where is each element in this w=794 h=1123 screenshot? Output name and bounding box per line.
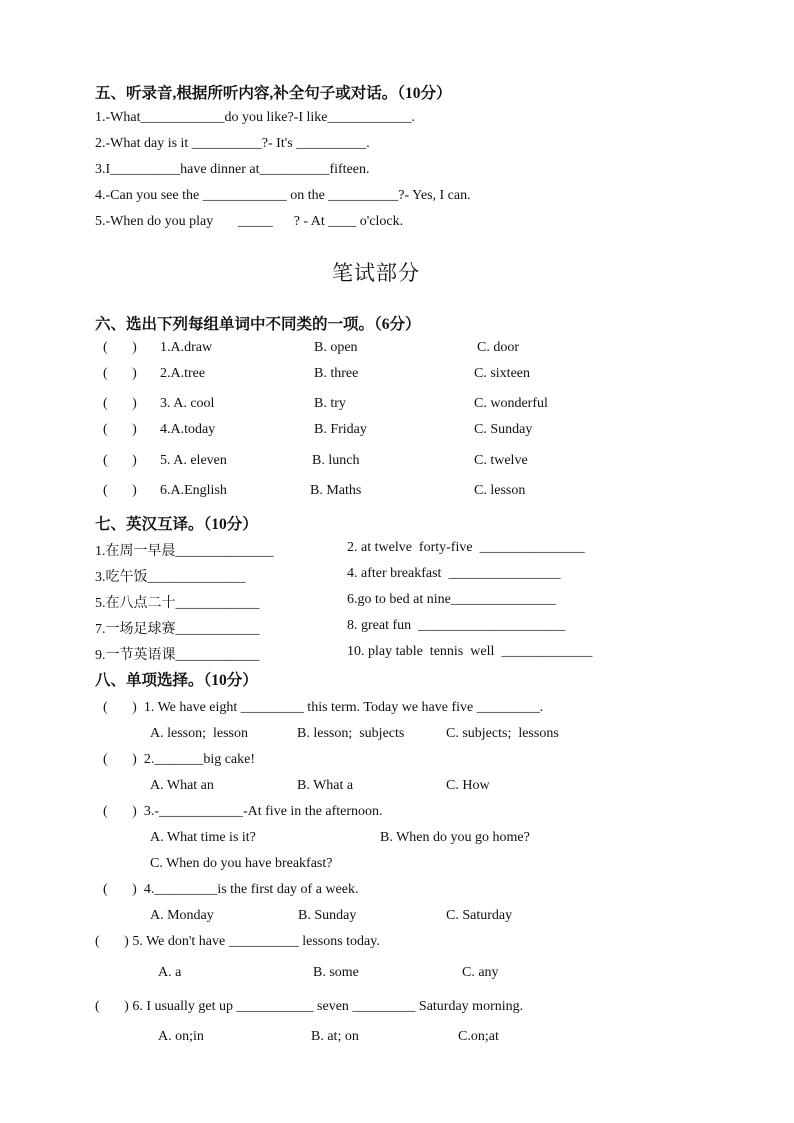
choice-option-b: B. When do you go home? [380,830,530,845]
section5-heading: 五、听录音,根据所听内容,补全句子或对话。（10分） [95,85,452,102]
choice-option-c: C. Saturday [446,908,513,923]
choice-option-b: B. some [313,965,359,980]
translate-left-9: 9.一节英语课____________ [95,648,260,663]
choice-option-a: A. What time is it? [150,830,256,845]
choice-question-1: ( ) 1. We have eight _________ this term. Today we have five _________. [103,700,544,715]
answer-bracket: ( ) [103,340,137,355]
translate-left-1: 1.在周一早晨______________ [95,544,274,559]
choice-option-b: B. What a [297,778,354,793]
option-a: 4.A.today [160,422,216,437]
choice-option-c: C. How [446,778,490,793]
answer-bracket: ( ) [103,396,137,411]
section5-line-4: 4.-Can you see the ____________ on the __________?- Yes, I can. [95,188,471,203]
choice-option-c: C. any [462,965,499,980]
translate-right-8: 8. great fun _____________________ [347,618,566,633]
choice-option-a: A. on;in [158,1029,204,1044]
translate-left-3: 3.吃午饭______________ [95,570,246,585]
choice-question-5: ( ) 5. We don't have __________ lessons today. [95,934,380,949]
option-b: B. three [314,366,359,381]
choice-option-b: B. at; on [311,1029,359,1044]
option-c: C. wonderful [474,396,548,411]
option-a: 2.A.tree [160,366,206,381]
answer-bracket: ( ) [103,422,137,437]
section5-line-1: 1.-What____________do you like?-I like____________. [95,110,416,125]
choice-option-c: C. When do you have breakfast? [150,856,333,871]
section5-line-3: 3.I__________have dinner at__________fifteen. [95,162,370,177]
written-part-title: 笔试部分 [332,261,420,285]
choice-option-a: A. lesson; lesson [150,726,248,741]
section8-heading: 八、单项选择。（10分） [95,672,258,689]
answer-bracket: ( ) [103,483,137,498]
answer-bracket: ( ) [103,453,137,468]
translate-left-7: 7.一场足球赛____________ [95,622,260,637]
translate-left-5: 5.在八点二十____________ [95,596,260,611]
section5-line-5: 5.-When do you play _____ ? - At ____ o'clock. [95,214,404,229]
translate-right-2: 2. at twelve forty-five _______________ [347,540,585,555]
choice-option-c: C. subjects; lessons [446,726,559,741]
translate-right-10: 10. play table tennis well _____________ [347,644,593,659]
option-a: 3. A. cool [160,396,215,411]
translate-right-6: 6.go to bed at nine_______________ [347,592,556,607]
choice-question-3: ( ) 3.-____________-At five in the afternoon. [103,804,383,819]
choice-option-b: B. lesson; subjects [297,726,405,741]
translate-right-4: 4. after breakfast ________________ [347,566,561,581]
option-b: B. open [314,340,358,355]
choice-option-a: A. What an [150,778,214,793]
option-a: 1.A.draw [160,340,213,355]
choice-question-4: ( ) 4._________is the first day of a week. [103,882,359,897]
option-c: C. sixteen [474,366,530,381]
option-c: C. lesson [474,483,526,498]
answer-bracket: ( ) [103,366,137,381]
option-b: B. try [314,396,346,411]
option-a: 5. A. eleven [160,453,227,468]
option-c: C. door [477,340,519,355]
choice-option-a: A. Monday [150,908,214,923]
option-b: B. lunch [312,453,360,468]
section7-heading: 七、英汉互译。（10分） [95,516,258,533]
option-b: B. Maths [310,483,362,498]
option-a: 6.A.English [160,483,227,498]
section6-heading: 六、选出下列每组单词中不同类的一项。（6分） [95,316,421,333]
option-c: C. twelve [474,453,528,468]
choice-option-c: C.on;at [458,1029,499,1044]
option-c: C. Sunday [474,422,533,437]
section5-line-2: 2.-What day is it __________?- It's __________. [95,136,370,151]
choice-option-a: A. a [158,965,182,980]
option-b: B. Friday [314,422,367,437]
choice-option-b: B. Sunday [298,908,357,923]
choice-question-2: ( ) 2._______big cake! [103,752,256,767]
choice-question-6: ( ) 6. I usually get up ___________ seven _________ Saturday morning. [95,999,524,1014]
